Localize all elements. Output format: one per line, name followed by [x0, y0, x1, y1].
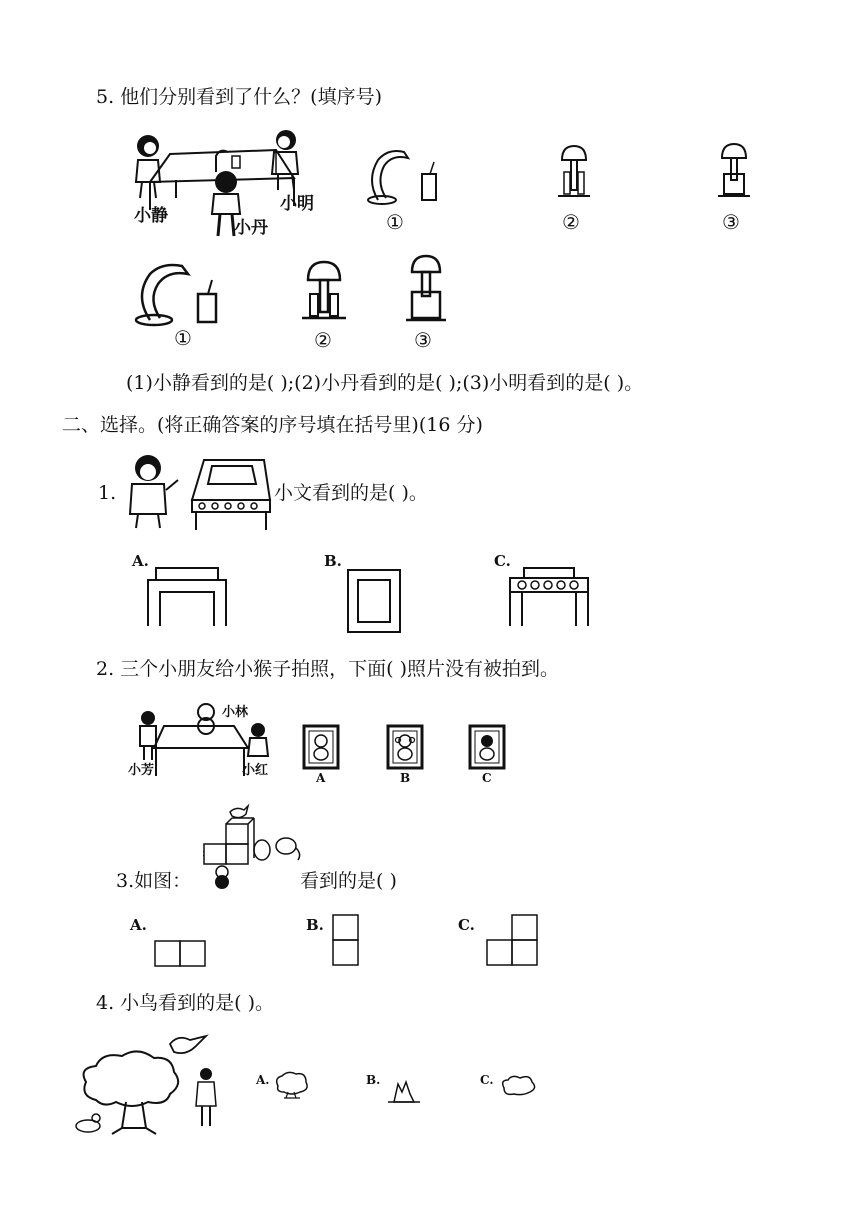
s2q1-number: 1.	[98, 482, 117, 504]
s2q1-option-b	[346, 568, 402, 634]
s2q4-option-c	[498, 1074, 538, 1098]
q5-title: 5. 他们分别看到了什么？(填序号)	[96, 86, 382, 108]
s2q4-option-c-label: C.	[480, 1073, 494, 1087]
s2q2-name-fang: 小芳	[128, 763, 155, 778]
s2q1-question: 小文看到的是( )。	[274, 482, 428, 504]
s2q1-scene	[122, 452, 272, 534]
q5-name-dan: 小丹	[234, 218, 268, 238]
s2q3-option-c-label: C.	[458, 916, 475, 934]
q5-top-choice-2	[556, 142, 596, 236]
s2q3-suffix: 看到的是( )	[300, 870, 397, 892]
s2q4-option-a	[272, 1070, 312, 1100]
section2-heading: 二、选择。(将正确答案的序号填在括号里)(16 分)	[62, 414, 483, 436]
s2q1-option-c	[508, 566, 590, 628]
q5-name-ming: 小明	[280, 194, 314, 214]
s2q2-photo-c	[468, 724, 508, 786]
s2q2-photo-c-label: C	[482, 771, 492, 785]
q5-scene-drawing	[128, 126, 328, 246]
s2q2-photo-a-label: A	[316, 771, 326, 785]
q5-name-jing: 小静	[134, 206, 168, 226]
q5-top-choice-1	[364, 140, 444, 236]
q5-bottom-choice-3	[402, 250, 452, 352]
q5-bottom-label-1: ①	[174, 326, 192, 350]
svg-text::: :	[202, 848, 206, 859]
s2q4-option-a-label: A.	[256, 1073, 270, 1087]
s2q2-name-lin: 小林	[222, 705, 249, 720]
s2q1-option-a	[146, 566, 228, 628]
s2q2-photo-b-label: B	[400, 771, 411, 785]
q5-top-choice-3	[716, 140, 756, 236]
s2q4-scene	[66, 1030, 226, 1142]
s2q3-option-b-label: B.	[306, 916, 324, 934]
s2q4-option-b	[384, 1078, 424, 1104]
s2q2-scene	[126, 702, 276, 782]
q5-top-label-1: ①	[386, 210, 404, 234]
q5-bottom-choice-1	[132, 258, 232, 352]
s2q3-option-b	[332, 914, 360, 968]
q5-top-label-3: ③	[722, 210, 740, 234]
s2q3-option-a	[154, 940, 208, 968]
s2q3-option-a-label: A.	[130, 916, 147, 934]
s2q2-question: 2. 三个小朋友给小猴子拍照，下面( )照片没有被拍到。	[96, 658, 560, 680]
s2q1-option-b-label: B.	[324, 552, 342, 570]
s2q3-prefix: 3.如图：	[116, 870, 192, 892]
s2q1-option-c-label: C.	[494, 552, 511, 570]
s2q3-option-c	[486, 914, 540, 968]
s2q4-question: 4. 小鸟看到的是( )。	[96, 992, 275, 1014]
s2q2-photo-a	[302, 724, 342, 786]
s2q2-photo-b	[386, 724, 426, 786]
q5-bottom-label-3: ③	[414, 328, 432, 352]
s2q4-option-b-label: B.	[366, 1073, 381, 1087]
q5-top-label-2: ②	[562, 210, 580, 234]
q5-bottom-choice-2	[300, 256, 350, 352]
s2q1-option-a-label: A.	[132, 552, 149, 570]
s2q2-name-hong: 小红	[242, 763, 269, 778]
q5-answer-line: (1)小静看到的是( );(2)小丹看到的是( );(3)小明看到的是( )。	[126, 372, 644, 394]
q5-bottom-label-2: ②	[314, 328, 332, 352]
s2q3-scene	[200, 804, 306, 890]
q5-scene	[128, 126, 328, 246]
